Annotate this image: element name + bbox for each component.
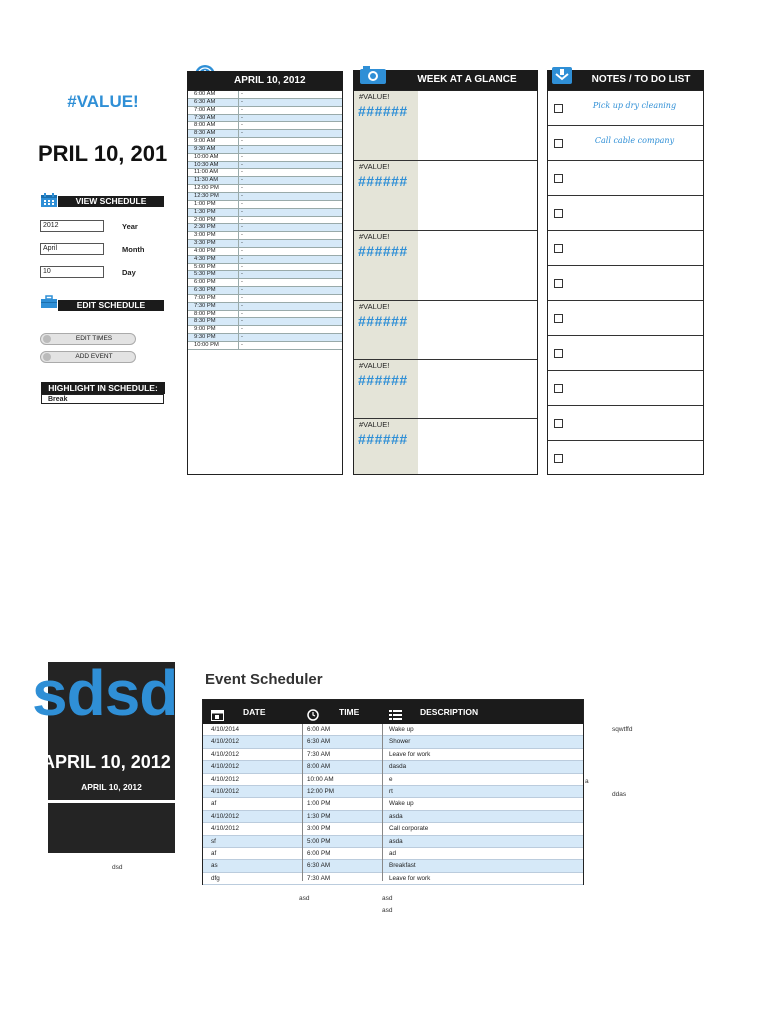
note-item (548, 441, 703, 476)
day-row-time: 10:30 AM (188, 162, 239, 169)
note-checkbox[interactable] (554, 419, 563, 428)
day-row-time: 5:30 PM (188, 271, 239, 278)
day-row-time: 9:00 AM (188, 138, 239, 145)
event-scheduler-title: Event Scheduler (205, 671, 323, 688)
event-time-cell: 6:30 AM (307, 862, 331, 870)
day-row-time: 12:30 PM (188, 193, 239, 200)
day-row-time: 3:00 PM (188, 232, 239, 239)
day-column-title: APRIL 10, 2012 (230, 71, 343, 90)
day-row-event: - (241, 192, 243, 199)
day-row-event: - (241, 247, 243, 254)
day-row-event: - (241, 342, 243, 348)
day-row[interactable] (188, 122, 342, 130)
add-event-button[interactable] (40, 351, 136, 363)
day-row[interactable] (188, 287, 342, 295)
day-row-event: - (241, 271, 243, 278)
week-day-block (354, 360, 537, 419)
day-row-event: - (241, 145, 243, 152)
day-row[interactable] (188, 318, 342, 326)
note-item (548, 161, 703, 196)
day-row-time: 4:30 PM (188, 256, 239, 263)
note-checkbox[interactable] (554, 454, 563, 463)
table-row[interactable] (203, 736, 583, 748)
day-row[interactable] (188, 146, 342, 154)
edit-times-label: EDIT TIMES (75, 335, 113, 342)
day-row-event: - (241, 318, 243, 325)
day-row[interactable] (188, 217, 342, 225)
week-day-block (354, 161, 537, 231)
day-row-event: - (241, 114, 243, 121)
event-desc-cell: Leave for work (389, 750, 431, 758)
table-row[interactable] (203, 774, 583, 786)
note-item (548, 266, 703, 301)
day-row[interactable] (188, 311, 342, 319)
date-card (32, 657, 178, 800)
week-day-label: #VALUE! (359, 361, 390, 370)
week-day-label: #VALUE! (359, 92, 390, 101)
day-row-event: - (241, 98, 243, 105)
note-checkbox[interactable] (554, 209, 563, 218)
day-row-time: 10:00 AM (188, 154, 239, 161)
day-row-time: 2:00 PM (188, 217, 239, 224)
event-date-cell: as (211, 862, 218, 870)
event-table-header (203, 700, 583, 724)
month-label: Month (122, 245, 145, 254)
note-item (548, 231, 703, 266)
day-row-event: - (241, 208, 243, 215)
day-row-time: 8:00 AM (188, 122, 239, 129)
note-checkbox[interactable] (554, 244, 563, 253)
day-row[interactable] (188, 279, 342, 287)
day-row-event: - (241, 334, 243, 341)
value-title: #VALUE! (67, 92, 139, 111)
day-row-event: - (241, 240, 243, 247)
day-row-event: - (241, 263, 243, 270)
event-time-cell: 7:30 AM (307, 874, 331, 882)
day-row-time: 6:30 PM (188, 287, 239, 294)
note-item (548, 91, 703, 126)
year-label: Year (122, 222, 138, 231)
table-row[interactable] (203, 873, 583, 885)
event-desc-cell: Call corporate (389, 825, 429, 833)
day-row-event: - (241, 279, 243, 286)
clock-icon (43, 353, 51, 361)
day-row[interactable] (188, 169, 342, 177)
day-row-time: 1:00 PM (188, 201, 239, 208)
day-row-time: 6:30 AM (188, 99, 239, 106)
event-date-cell: 4/10/2014 (211, 726, 240, 733)
date-column-header[interactable]: DATE (243, 707, 266, 717)
week-at-a-glance (353, 90, 538, 475)
day-schedule-table (187, 90, 343, 475)
day-row-event: - (241, 232, 243, 239)
week-day-label: #VALUE! (359, 232, 390, 241)
week-day-label: #VALUE! (359, 302, 390, 311)
notes-column-title: NOTES / TO DO LIST (591, 74, 691, 85)
day-row[interactable] (188, 91, 342, 99)
day-row-time: 11:30 AM (188, 177, 239, 184)
event-desc-cell: Leave for work (389, 874, 431, 882)
side-note: sqwtffd (612, 726, 633, 733)
event-desc-cell: Shower (389, 738, 411, 746)
day-row[interactable] (188, 107, 342, 115)
event-desc-cell: asda (389, 837, 403, 845)
event-time-cell: 6:30 AM (307, 738, 331, 746)
day-row-time: 4:00 PM (188, 248, 239, 255)
event-rows (203, 724, 583, 885)
day-title-band (187, 71, 230, 90)
day-row[interactable] (188, 138, 342, 146)
day-row-time: 5:00 PM (188, 264, 239, 271)
day-row-event: - (241, 138, 243, 145)
week-column-title: WEEK AT A GLANCE (417, 74, 517, 85)
day-row-event: - (241, 310, 243, 317)
day-row-time: 7:30 AM (188, 115, 239, 122)
event-time-cell: 6:00 PM (307, 849, 331, 857)
table-row[interactable] (203, 823, 583, 835)
week-day-label: #VALUE! (359, 420, 390, 429)
event-time-cell: 7:30 AM (307, 750, 331, 758)
event-date-cell: 4/10/2012 (211, 775, 240, 783)
column-divider (302, 724, 303, 881)
week-day-block (354, 231, 537, 301)
side-note: asd (382, 907, 393, 914)
note-item (548, 126, 703, 161)
day-row[interactable] (188, 271, 342, 279)
day-row-event: - (241, 161, 243, 168)
event-date-cell: sf (211, 837, 216, 845)
day-row-time: 6:00 PM (188, 279, 239, 286)
table-row[interactable] (203, 860, 583, 872)
day-row-event: - (241, 302, 243, 309)
edit-schedule-header: EDIT SCHEDULE (58, 300, 164, 311)
day-row-time: 1:30 PM (188, 209, 239, 216)
day-row[interactable] (188, 154, 342, 162)
day-row-time: 9:00 PM (188, 326, 239, 333)
table-row[interactable] (203, 761, 583, 773)
week-day-date: ###### (358, 243, 408, 259)
day-row-event: - (241, 130, 243, 137)
day-row-event: - (241, 122, 243, 129)
list-icon (43, 335, 51, 343)
event-date-cell: af (211, 849, 217, 857)
day-row-event: - (241, 200, 243, 207)
event-desc-cell: Breakfast (389, 862, 416, 870)
event-desc-cell: e (389, 775, 393, 783)
event-date-cell: 4/10/2012 (211, 825, 240, 833)
card-date-small: APRIL 10, 2012 (81, 782, 142, 792)
day-row-time: 2:30 PM (188, 224, 239, 231)
month-input[interactable]: April (40, 243, 104, 255)
note-item (548, 336, 703, 371)
toolbox-icon (40, 295, 58, 309)
day-row[interactable] (188, 209, 342, 217)
note-checkbox[interactable] (554, 139, 563, 148)
day-row-time: 3:30 PM (188, 240, 239, 247)
card-date-large: APRIL 10, 2012 (42, 752, 171, 772)
day-row[interactable] (188, 115, 342, 123)
view-schedule-header: VIEW SCHEDULE (58, 196, 164, 207)
day-row[interactable] (188, 162, 342, 170)
day-row[interactable] (188, 248, 342, 256)
day-row-time: 8:30 PM (188, 318, 239, 325)
event-desc-cell: rt (389, 787, 393, 795)
highlight-header: HIGHLIGHT IN SCHEDULE: (41, 382, 165, 394)
event-desc-cell: Wake up (389, 726, 414, 733)
note-checkbox[interactable] (554, 314, 563, 323)
day-row-event: - (241, 169, 243, 176)
day-row-event: - (241, 216, 243, 223)
note-checkbox[interactable] (554, 384, 563, 393)
day-row-time: 6:00 AM (188, 91, 239, 98)
day-row-time: 7:00 PM (188, 295, 239, 302)
note-item (548, 196, 703, 231)
day-row-event: - (241, 287, 243, 294)
day-row[interactable] (188, 240, 342, 248)
day-row-time: 9:30 PM (188, 334, 239, 341)
note-item (548, 406, 703, 441)
week-day-date: ###### (358, 173, 408, 189)
event-time-cell: 3:00 PM (307, 825, 331, 833)
inbox-icon (551, 65, 573, 85)
day-row[interactable] (188, 185, 342, 193)
day-row-event: - (241, 224, 243, 231)
table-row[interactable] (203, 798, 583, 810)
table-row[interactable] (203, 836, 583, 848)
day-row-event: - (241, 255, 243, 262)
event-time-cell: 1:30 PM (307, 812, 331, 820)
note-item (548, 371, 703, 406)
calendar-icon (40, 192, 58, 208)
card-big-text: sdsd (32, 657, 178, 729)
time-column-header[interactable]: TIME (339, 707, 360, 717)
day-row-event: - (241, 185, 243, 192)
day-row[interactable] (188, 264, 342, 272)
event-date-cell: 4/10/2012 (211, 812, 240, 820)
side-note: asd (382, 895, 393, 902)
edit-times-button[interactable] (40, 333, 136, 345)
description-column-header[interactable]: DESCRIPTION (420, 707, 479, 717)
side-note: ddas (612, 791, 627, 798)
selected-date: PRIL 10, 201 (38, 141, 168, 166)
week-day-label: #VALUE! (359, 162, 390, 171)
notes-list (547, 90, 704, 475)
date-card-footer (48, 803, 175, 853)
day-row-time: 12:00 PM (188, 185, 239, 192)
day-row[interactable] (188, 326, 342, 334)
day-row[interactable] (188, 334, 342, 342)
note-checkbox[interactable] (554, 279, 563, 288)
day-row-event: - (241, 106, 243, 113)
day-row-time: 11:00 AM (188, 169, 239, 176)
day-row[interactable] (188, 342, 342, 350)
highlight-select[interactable]: Break (41, 394, 164, 404)
event-date-cell: 4/10/2012 (211, 738, 240, 746)
event-time-cell: 1:00 PM (307, 800, 331, 808)
week-day-date: ###### (358, 313, 408, 329)
week-day-date: ###### (358, 372, 408, 388)
side-note: asd (299, 895, 310, 902)
day-row[interactable] (188, 224, 342, 232)
note-text[interactable]: Pick up dry cleaning (592, 101, 677, 110)
day-row[interactable] (188, 295, 342, 303)
day-row[interactable] (188, 177, 342, 185)
note-text[interactable]: Call cable company (594, 136, 675, 145)
day-input[interactable]: 10 (40, 266, 104, 278)
event-date-cell: dfg (211, 874, 220, 882)
card-note: dsd (112, 864, 123, 871)
year-input[interactable]: 2012 (40, 220, 104, 232)
week-day-block (354, 301, 537, 360)
event-desc-cell: asda (389, 812, 403, 820)
day-row[interactable] (188, 201, 342, 209)
day-row[interactable] (188, 232, 342, 240)
table-row[interactable] (203, 848, 583, 860)
day-row-event: - (241, 326, 243, 333)
event-desc-cell: ad (389, 849, 397, 857)
event-date-cell: 4/10/2012 (211, 787, 240, 795)
day-row[interactable] (188, 256, 342, 264)
side-note: a (585, 778, 589, 785)
day-row[interactable] (188, 99, 342, 107)
day-row-time: 8:30 AM (188, 130, 239, 137)
day-row-event: - (241, 177, 243, 184)
day-row[interactable] (188, 130, 342, 138)
note-checkbox[interactable] (554, 349, 563, 358)
event-time-cell: 10:00 AM (307, 775, 334, 783)
week-day-block (354, 91, 537, 161)
day-row[interactable] (188, 193, 342, 201)
day-row-time: 7:00 AM (188, 107, 239, 114)
event-desc-cell: dasda (389, 763, 407, 771)
note-item (548, 301, 703, 336)
table-row[interactable] (203, 786, 583, 798)
column-divider (382, 724, 383, 881)
day-label: Day (122, 268, 136, 277)
day-row-time: 9:30 AM (188, 146, 239, 153)
note-checkbox[interactable] (554, 104, 563, 113)
day-row-event: - (241, 153, 243, 160)
day-row[interactable] (188, 303, 342, 311)
week-day-date: ###### (358, 103, 408, 119)
event-table (202, 699, 584, 885)
table-row[interactable] (203, 811, 583, 823)
event-time-cell: 8:00 AM (307, 763, 331, 771)
week-day-date: ###### (358, 431, 408, 447)
day-row-event: - (241, 91, 243, 97)
add-event-label: ADD EVENT (75, 353, 113, 360)
event-date-cell: 4/10/2012 (211, 763, 240, 771)
note-checkbox[interactable] (554, 174, 563, 183)
week-day-block (354, 419, 537, 474)
day-row-time: 7:30 PM (188, 303, 239, 310)
day-row-time: 8:00 PM (188, 311, 239, 318)
event-date-cell: af (211, 800, 217, 808)
event-desc-cell: Wake up (389, 800, 414, 808)
table-row[interactable] (203, 749, 583, 761)
day-row-event: - (241, 294, 243, 301)
day-row-time: 10:00 PM (188, 342, 239, 349)
event-date-cell: 4/10/2012 (211, 750, 240, 758)
table-row[interactable] (203, 724, 583, 736)
event-time-cell: 5:00 PM (307, 837, 331, 845)
event-time-cell: 12:00 PM (307, 787, 334, 795)
event-time-cell: 6:00 AM (307, 726, 331, 733)
camera-icon (359, 65, 387, 85)
